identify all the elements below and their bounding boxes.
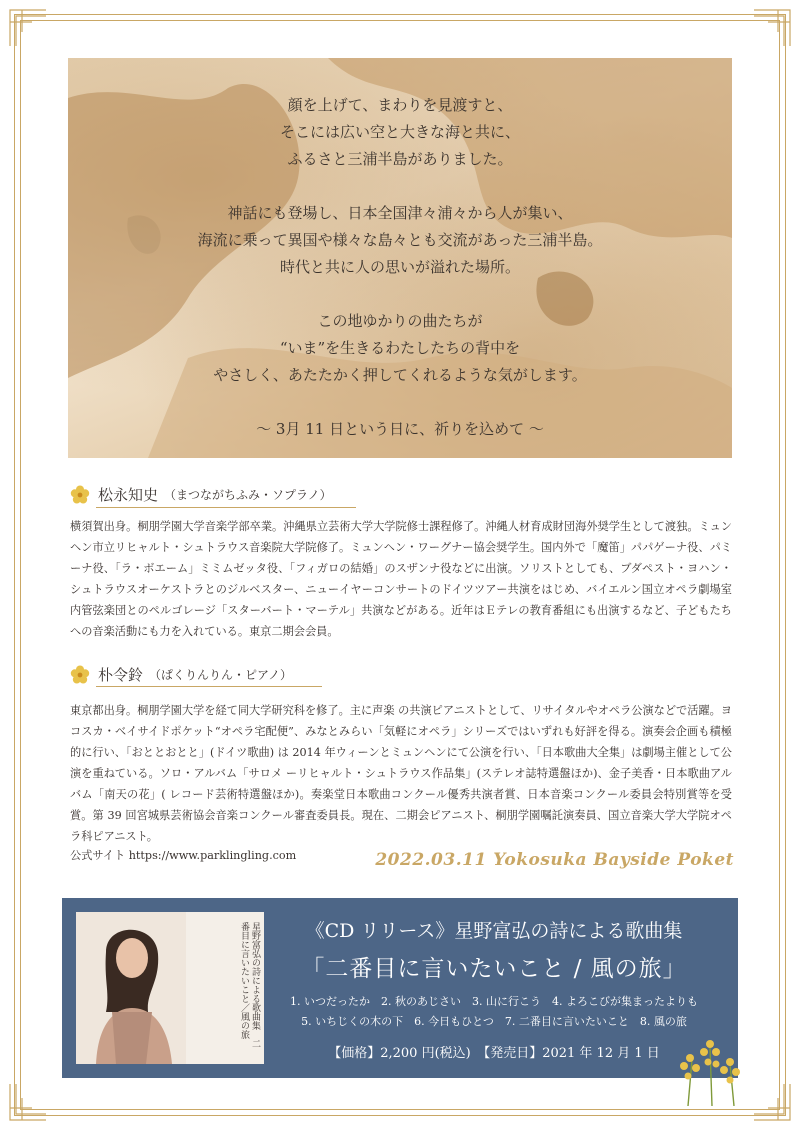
cd-cover-title: 星野富弘の詩による歌曲集 二番目に言いたいこと／風の旅 — [239, 922, 260, 1048]
track-row: 5. いちじくの木の下 6. 今日もひとつ 7. 二番目に言いたいこと 8. 風の旅 — [301, 1015, 687, 1028]
bio-header-soprano — [70, 484, 332, 505]
cd-cover-image — [76, 912, 264, 1064]
singer-photo — [76, 912, 186, 1064]
hero-message — [68, 92, 732, 443]
hero-paragraph-1: 顔を上げて、まわりを見渡すと、 そこには広い空と大きな海と共に、 ふるさと三浦半島がありました。 — [279, 96, 520, 168]
bio-text-soprano: 横須賀出身。桐朋学園大学音楽学部卒業。沖縄県立芸術大学大学院修士課程修了。沖縄人材育成財団海外奨学生として渡独。ミュンヘン市立リヒャルト・シュトラウス音楽院大学院修了。ミュンヘン・ワーグナー協会奨学生。国内外で「魔笛」パパゲーナ役、パミーナ役、「ラ・ボエーム」ミミムゼッタ役、「フィガロの結婚」のスザンナ役などに出演。ソリストとしても、ブダペスト・ヨハン・シュトラウスオーケストラとのジルベスター、ニューイヤーコンサートのドイツツアー共演をはじめ、バイエルン国立オペラ劇場室内管弦楽団とのペルゴレージ「スターバート・マーテル」共演などがある。近年はＥテレの教育番組にも出演するなど、子どもたちへの音楽活動にも力を入れている。東京二期会会員。 — [70, 520, 732, 638]
track-row: 1. いつだったか 2. 秋のあじさい 3. 山に行こう 4. よろこびが集まったよりも — [290, 995, 698, 1008]
cd-album-title: 「二番目に言いたいこと / 風の旅」 — [301, 956, 687, 982]
bio-header-piano — [70, 664, 292, 685]
corner-ornament — [8, 8, 48, 48]
rapeseed-flowers-icon — [668, 1030, 754, 1106]
hero-paragraph-3: この地ゆかりの曲たちが “いま”を生きるわたしたちの背中を やさしく、あたたかく押してくれるような気がします。 — [213, 312, 587, 384]
performer-name: 松永知史 — [98, 486, 159, 504]
hero-signature: 〜 3月 11 日という日に、祈りを込めて 〜 — [256, 420, 544, 438]
cd-track-list — [274, 992, 714, 1032]
official-site-link[interactable]: 公式サイト https://www.parklingling.com — [70, 849, 297, 862]
divider — [96, 507, 356, 508]
cd-price-release-date: 【価格】2,200 円(税込) 【発売日】2021 年 12 月 1 日 — [328, 1046, 660, 1061]
event-date-venue: 2022.03.11 Yokosuka Bayside Poket — [375, 850, 734, 870]
cd-release-heading: 《CD リリース》星野富弘の詩による歌曲集 — [305, 920, 683, 942]
hero-paragraph-2: 神話にも登場し、日本全国津々浦々から人が集い、 海流に乗って異国や様々な島々とも交流があった三浦半島。 時代と共に人の思いが溢れた場所。 — [197, 204, 603, 276]
corner-ornament — [752, 1082, 792, 1122]
flower-icon — [70, 665, 90, 685]
corner-ornament — [752, 8, 792, 48]
corner-ornament — [8, 1082, 48, 1122]
performer-name: 朴令鈴 — [98, 666, 144, 684]
divider — [96, 686, 322, 687]
cd-release-banner — [62, 898, 738, 1078]
performer-reading: （まつながちふみ・ソプラノ） — [164, 488, 332, 502]
hero-aerial-photo — [68, 58, 732, 458]
performer-reading: （ぱくりんりん・ピアノ） — [149, 668, 293, 682]
bio-text-piano: 東京都出身。桐朋学園大学を経て同大学研究科を修了。主に声楽 の共演ピアニストとして、リサイタルやオペラ公演などで活躍。ヨコスカ・ベイサイドポケット“オペラ宅配便”、みなとみらい「気軽にオペラ」シリーズではいずれも好評を得る。演奏会企画も積極的に行い、「おととおとと」(ドイツ歌曲) は 2014 年ウィーンとミュンヘンにて公演を行い、「日本歌曲大全集」は劇場主催として公演を重ねている。ソロ・アルバム「サロメ ーリヒャルト・シュトラウス作品集」(ステレオ誌特選盤ほか)、金子美香・日本歌曲アルバム「南天の花」( レコード芸術特選盤ほか)。奏楽堂日本歌曲コンクール優秀共演者賞、日本音楽コンクール委員会特別賞等を受賞。第 39 回宮城県芸術協会音楽コンクール審査委員長。現在、二期会ピアニスト、桐朋学園嘱託演奏員、国立音楽大学大学院オペラ科ピアニスト。 — [70, 704, 732, 843]
flower-icon — [70, 485, 90, 505]
